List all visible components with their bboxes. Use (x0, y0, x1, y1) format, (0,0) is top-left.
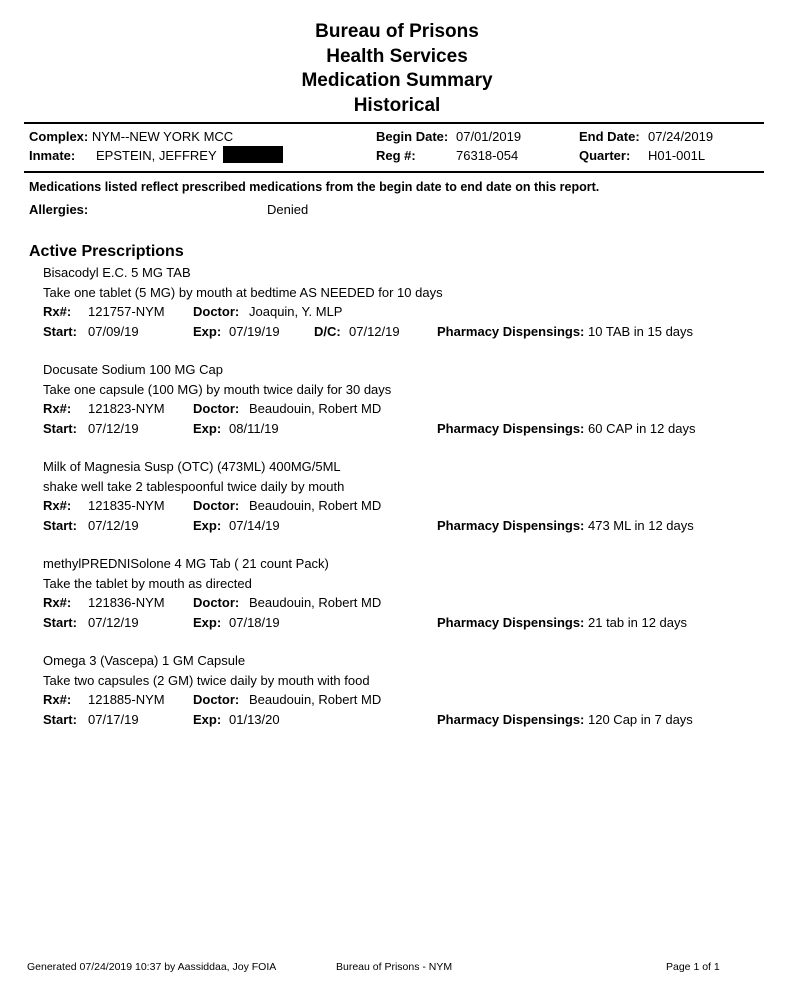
rx-label: Rx#: (43, 498, 72, 513)
rx-number: 121885-NYM (88, 692, 165, 707)
doctor-name: Joaquin, Y. MLP (249, 304, 343, 319)
rx-label: Rx#: (43, 401, 72, 416)
medication-instructions: Take two capsules (2 GM) twice daily by mouth with food (43, 672, 370, 688)
doctor-label: Doctor: (193, 595, 240, 610)
report-title (0, 20, 794, 118)
start-label: Start: (43, 517, 77, 533)
reg-value: 76318-054 (456, 148, 519, 163)
dispensings-value: 473 ML in 12 days (588, 517, 694, 533)
dispensings-label: Pharmacy Dispensings: (437, 614, 585, 630)
footer-center: Bureau of Prisons - NYM (336, 961, 453, 973)
allergies-label: Allergies: (29, 202, 89, 217)
dc-label: D/C: (314, 323, 341, 339)
rx-number: 121757-NYM (88, 304, 165, 319)
exp-label: Exp: (193, 517, 222, 533)
medication-instructions: Take one tablet (5 MG) by mouth at bedtime AS NEEDED for 10 days (43, 284, 443, 300)
rx-label: Rx#: (43, 692, 72, 707)
doctor-label: Doctor: (193, 498, 240, 513)
exp-label: Exp: (193, 420, 222, 436)
medication-instructions: Take the tablet by mouth as directed (43, 575, 252, 591)
doctor-name: Beaudouin, Robert MD (249, 692, 382, 707)
inmate-label: Inmate: (29, 148, 76, 163)
doctor-name: Beaudouin, Robert MD (249, 595, 382, 610)
begin-date-label: Begin Date: (376, 129, 449, 144)
reg-label: Reg #: (376, 148, 416, 163)
dispensings-value: 120 Cap in 7 days (588, 711, 693, 727)
rx-number: 121836-NYM (88, 595, 165, 610)
allergies-value: Denied (267, 202, 309, 217)
dispensings-label: Pharmacy Dispensings: (437, 517, 585, 533)
rx-label: Rx#: (43, 304, 72, 319)
start-label: Start: (43, 420, 77, 436)
rx-label: Rx#: (43, 595, 72, 610)
medication-name: Docusate Sodium 100 MG Cap (43, 362, 223, 377)
dispensings-label: Pharmacy Dispensings: (437, 420, 585, 436)
redaction-box (223, 146, 283, 163)
footer-page: Page 1 of 1 (666, 961, 720, 973)
rx-number: 121835-NYM (88, 498, 165, 513)
title-line-3: Medication Summary (301, 70, 493, 91)
medication-name: Milk of Magnesia Susp (OTC) (473ML) 400MG/5ML (43, 459, 341, 474)
start-date: 07/17/19 (88, 711, 139, 727)
doctor-label: Doctor: (193, 692, 240, 707)
start-date: 07/12/19 (88, 614, 139, 630)
doctor-name: Beaudouin, Robert MD (249, 498, 382, 513)
medication-name: Omega 3 (Vascepa) 1 GM Capsule (43, 653, 246, 668)
complex-value: NYM--NEW YORK MCC (91, 129, 234, 144)
quarter-label: Quarter: (579, 148, 631, 163)
medication-name: Bisacodyl E.C. 5 MG TAB (43, 265, 191, 280)
complex-label: Complex: (29, 129, 89, 144)
exp-label: Exp: (193, 711, 222, 727)
exp-date: 07/14/19 (229, 517, 280, 533)
medication-name: methylPREDNISolone 4 MG Tab ( 21 count Pack) (43, 556, 329, 571)
start-label: Start: (43, 711, 77, 727)
end-date-value: 07/24/2019 (648, 129, 714, 144)
start-date: 07/12/19 (88, 517, 139, 533)
complex-row (29, 129, 233, 144)
dispensings-value: 21 tab in 12 days (588, 614, 688, 630)
exp-label: Exp: (193, 614, 222, 630)
dispensings-label: Pharmacy Dispensings: (437, 711, 585, 727)
inmate-value: EPSTEIN, JEFFREY (96, 148, 217, 163)
report-notice: Medications listed reflect prescribed medications from the begin date to end date on this report. (29, 180, 600, 194)
doctor-name: Beaudouin, Robert MD (249, 401, 382, 416)
header-bottom-rule (24, 171, 764, 173)
start-label: Start: (43, 614, 77, 630)
medication-instructions: Take one capsule (100 MG) by mouth twice daily for 30 days (43, 381, 392, 397)
title-line-1: Bureau of Prisons (315, 21, 479, 42)
exp-label: Exp: (193, 323, 222, 339)
start-date: 07/12/19 (88, 420, 139, 436)
start-date: 07/09/19 (88, 323, 139, 339)
section-title: Active Prescriptions (29, 243, 184, 260)
footer-generated: Generated 07/24/2019 10:37 by Aassiddaa, Joy FOIA (27, 961, 277, 973)
end-date-label: End Date: (579, 129, 640, 144)
rx-number: 121823-NYM (88, 401, 165, 416)
exp-date: 08/11/19 (229, 420, 279, 436)
medication-instructions: shake well take 2 tablespoonful twice daily by mouth (43, 478, 345, 494)
doctor-label: Doctor: (193, 401, 240, 416)
begin-date-value: 07/01/2019 (456, 129, 522, 144)
exp-date: 07/19/19 (229, 323, 280, 339)
title-line-2: Health Services (326, 45, 468, 67)
dc-date: 07/12/19 (349, 323, 400, 339)
dispensings-value: 10 TAB in 15 days (588, 323, 694, 339)
doctor-label: Doctor: (193, 304, 240, 319)
exp-date: 01/13/20 (229, 711, 280, 727)
exp-date: 07/18/19 (229, 614, 280, 630)
dispensings-value: 60 CAP in 12 days (588, 420, 696, 436)
start-label: Start: (43, 323, 77, 339)
quarter-value: H01-001L (648, 148, 706, 163)
dispensings-label: Pharmacy Dispensings: (437, 323, 585, 339)
header-top-rule (24, 122, 764, 124)
title-line-4: Historical (353, 94, 441, 116)
